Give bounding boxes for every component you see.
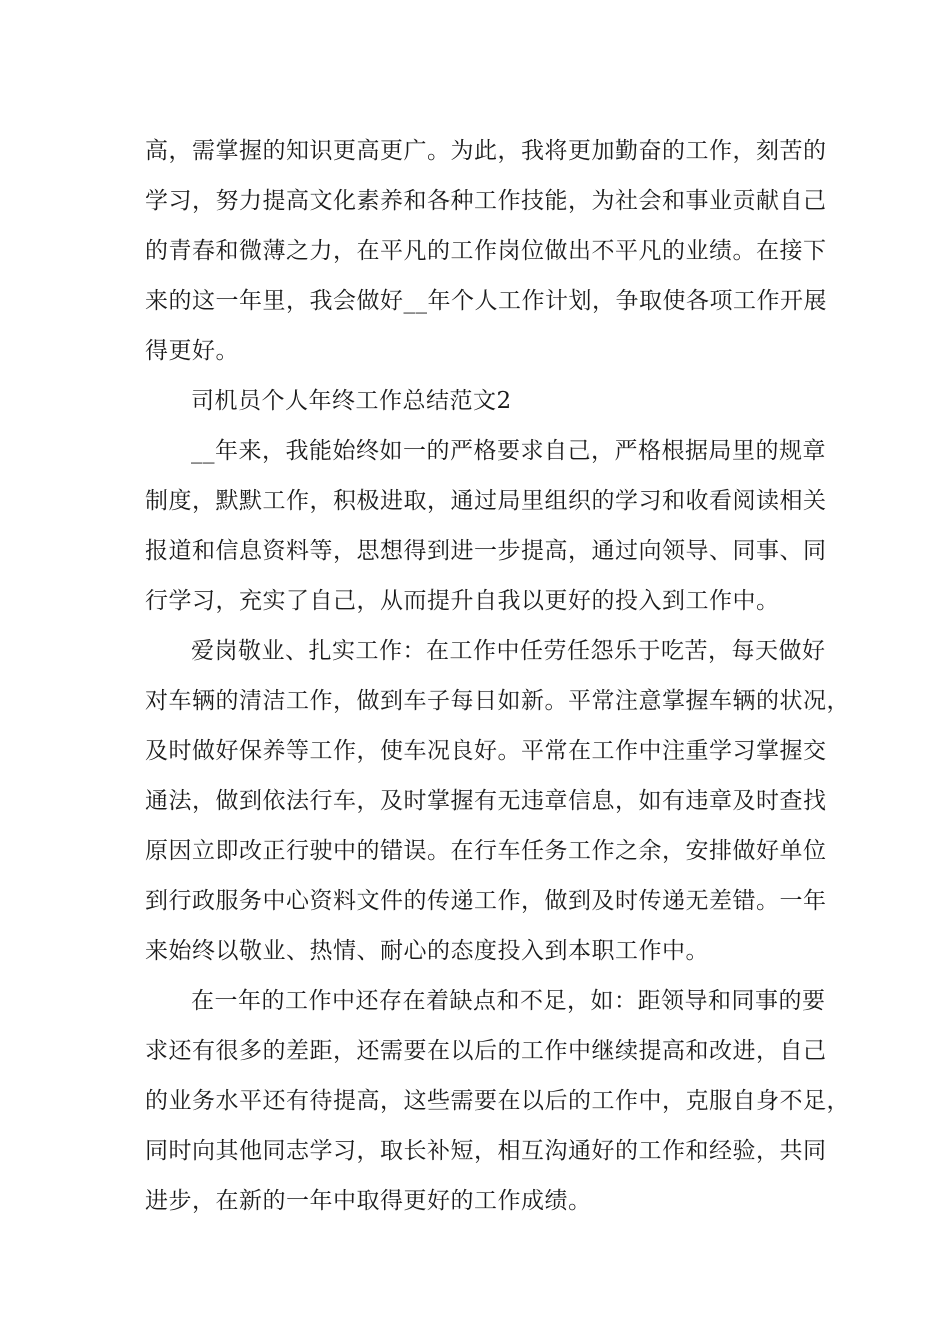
paragraph-line: 在一年的工作中还存在着缺点和不足，如：距领导和同事的要 bbox=[191, 988, 826, 1014]
paragraph-line: 学习，努力提高文化素养和各种工作技能，为社会和事业贡献自己 bbox=[145, 188, 827, 214]
paragraph-line: 行学习，充实了自己，从而提升自我以更好的投入到工作中。 bbox=[145, 588, 780, 614]
paragraph-line: 同时向其他同志学习，取长补短，相互沟通好的工作和经验，共同 bbox=[145, 1138, 827, 1164]
paragraph-4 bbox=[145, 976, 850, 1226]
paragraph-line: 进步，在新的一年中取得更好的工作成绩。 bbox=[145, 1188, 592, 1214]
document-page bbox=[145, 126, 850, 1226]
paragraph-line: 到行政服务中心资料文件的传递工作，做到及时传递无差错。一年 bbox=[145, 888, 827, 914]
paragraph-line: 来的这一年里，我会做好__年个人工作计划，争取使各项工作开展 bbox=[145, 288, 827, 314]
paragraph-line: 高，需掌握的知识更高更广。为此，我将更加勤奋的工作，刻苦的 bbox=[145, 138, 827, 164]
paragraph-line: 制度，默默工作，积极进取，通过局里组织的学习和收看阅读相关 bbox=[145, 488, 827, 514]
paragraph-line: 及时做好保养等工作，使车况良好。平常在工作中注重学习掌握交 bbox=[145, 738, 827, 764]
paragraph-1 bbox=[145, 126, 827, 376]
paragraph-3 bbox=[145, 626, 850, 976]
paragraph-line: 得更好。 bbox=[145, 338, 239, 364]
paragraph-line: 原因立即改正行驶中的错误。在行车任务工作之余，安排做好单位 bbox=[145, 838, 827, 864]
paragraph-line: 爱岗敬业、扎实工作：在工作中任劳任怨乐于吃苦，每天做好 bbox=[191, 638, 826, 664]
paragraph-line: 的业务水平还有待提高，这些需要在以后的工作中，克服自身不足， bbox=[145, 1088, 850, 1114]
paragraph-line: __年来，我能始终如一的严格要求自己，严格根据局里的规章 bbox=[191, 438, 826, 464]
paragraph-line: 来始终以敬业、热情、耐心的态度投入到本职工作中。 bbox=[145, 938, 709, 964]
paragraph-2 bbox=[145, 426, 827, 626]
paragraph-line: 通法，做到依法行车，及时掌握有无违章信息，如有违章及时查找 bbox=[145, 788, 827, 814]
section-title: 司机员个人年终工作总结范文2 bbox=[191, 388, 512, 414]
paragraph-line: 求还有很多的差距，还需要在以后的工作中继续提高和改进，自己 bbox=[145, 1038, 827, 1064]
paragraph-line: 报道和信息资料等，思想得到进一步提高，通过向领导、同事、同 bbox=[145, 538, 827, 564]
paragraph-line: 对车辆的清洁工作，做到车子每日如新。平常注意掌握车辆的状况， bbox=[145, 688, 850, 714]
paragraph-line: 的青春和微薄之力，在平凡的工作岗位做出不平凡的业绩。在接下 bbox=[145, 238, 827, 264]
